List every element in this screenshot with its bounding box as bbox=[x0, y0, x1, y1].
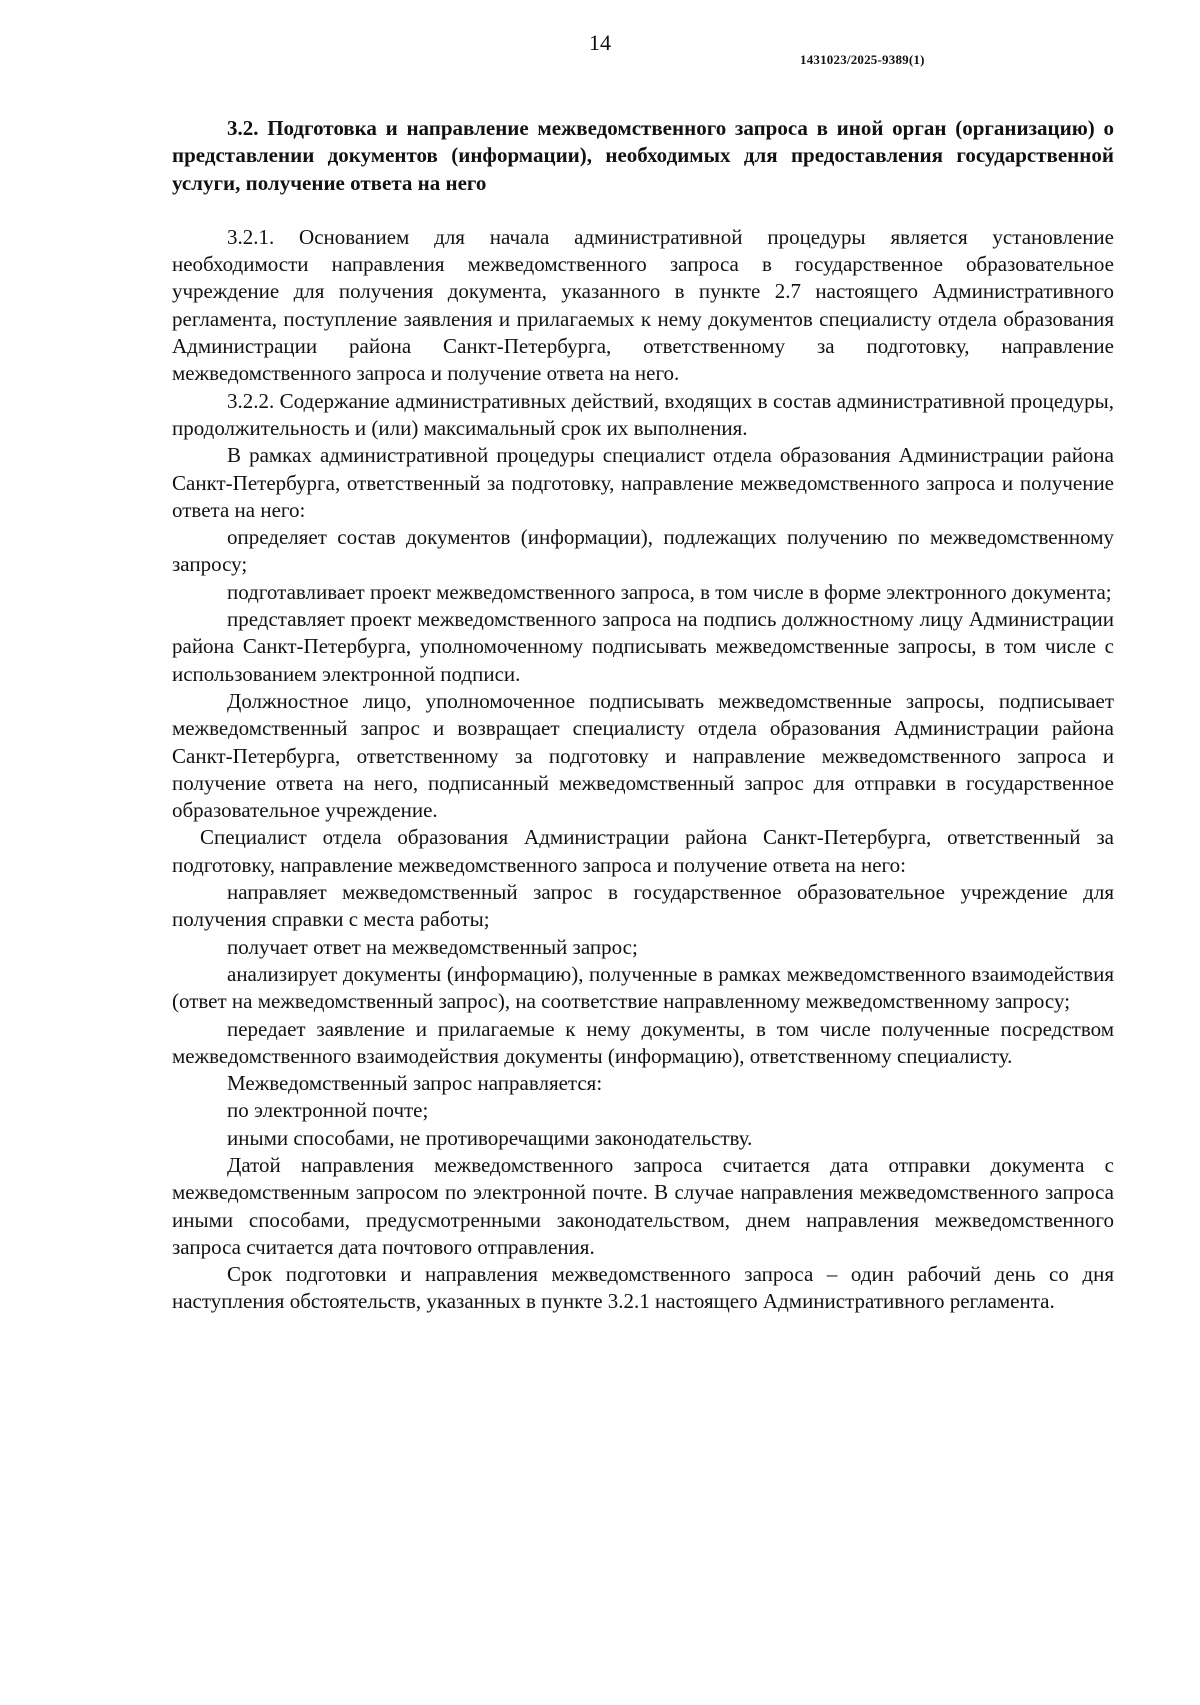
document-id: 1431023/2025-9389(1) bbox=[800, 52, 925, 67]
paragraph: анализирует документы (информацию), полученные в рамках межведомственного взаимодействия (ответ на межведомственный запрос), на соответствие направленному межведомственному запросу; bbox=[172, 961, 1114, 1014]
page-number: 14 bbox=[589, 30, 611, 55]
paragraph: Специалист отдела образования Администрации района Санкт-Петербурга, ответственный за подготовку, направление межведомственного запроса и получение ответа на него: bbox=[172, 825, 1114, 877]
document-body bbox=[172, 115, 1114, 1316]
paragraph: Должностное лицо, уполномоченное подписывать межведомственные запросы, подписывает межведомственный запрос и возвращает специалисту отдела образования Администрации района Санкт-Петербурга, ответственному за подготовку и направление межведомственного запроса и получение ответа на него, подписанный межведомственный запрос для отправки в государственное образовательное учреждение. bbox=[172, 688, 1114, 823]
paragraph: получает ответ на межведомственный запрос; bbox=[227, 934, 638, 959]
paragraph: В рамках административной процедуры специалист отдела образования Администрации района Санкт-Петербурга, ответственный за подготовку, направление межведомственного запроса и получение ответа на него: bbox=[172, 443, 1114, 522]
paragraph: Датой направления межведомственного запроса считается дата отправки документа с межведомственным запросом по электронной почте. В случае направления межведомственного запроса иными способами, предусмотренными законодательством, днем направления межведомственного запроса считается дата почтового отправления. bbox=[172, 1152, 1114, 1259]
paragraph: определяет состав документов (информации), подлежащих получению по межведомственному запросу; bbox=[172, 525, 1114, 577]
paragraph: направляет межведомственный запрос в государственное образовательное учреждение для получения справки с места работы; bbox=[172, 880, 1114, 932]
paragraph: подготавливает проект межведомственного запроса, в том числе в форме электронного документа; bbox=[227, 579, 1112, 604]
paragraph: по электронной почте; bbox=[227, 1098, 429, 1123]
paragraph: иными способами, не противоречащими законодательству. bbox=[227, 1125, 753, 1150]
paragraph: передает заявление и прилагаемые к нему документы, в том числе полученные посредством межведомственного взаимодействия документы (информацию), ответственному специалисту. bbox=[172, 1016, 1114, 1068]
paragraph: Межведомственный запрос направляется: bbox=[227, 1071, 603, 1096]
paragraph: 3.2.2. Содержание административных действий, входящих в состав административной процедуры, продолжительность и (или) максимальный срок их выполнения. bbox=[172, 388, 1114, 440]
paragraph: Срок подготовки и направления межведомственного запроса – один рабочий день со дня наступления обстоятельств, указанных в пункте 3.2.1 настоящего Административного регламента. bbox=[172, 1262, 1114, 1314]
paragraph: представляет проект межведомственного запроса на подпись должностному лицу Администрации района Санкт-Петербурга, уполномоченному подписывать межведомственные запросы, в том числе с использованием электронной подписи. bbox=[172, 607, 1114, 686]
section-heading: 3.2. Подготовка и направление межведомственного запроса в иной орган (организацию) о представлении документов (информации), необходимых для предоставления государственной услуги, получение ответа на него bbox=[172, 116, 1114, 195]
paragraph: 3.2.1. Основанием для начала административной процедуры является установление необходимости направления межведомственного запроса в государственное образовательное учреждение для получения документа, указанного в пункте 2.7 настоящего Административного регламента, поступление заявления и прилагаемых к нему документов специалисту отдела образования Администрации района Санкт-Петербурга, ответственному за подготовку, направление межведомственного запроса и получение ответа на него. bbox=[172, 224, 1114, 386]
